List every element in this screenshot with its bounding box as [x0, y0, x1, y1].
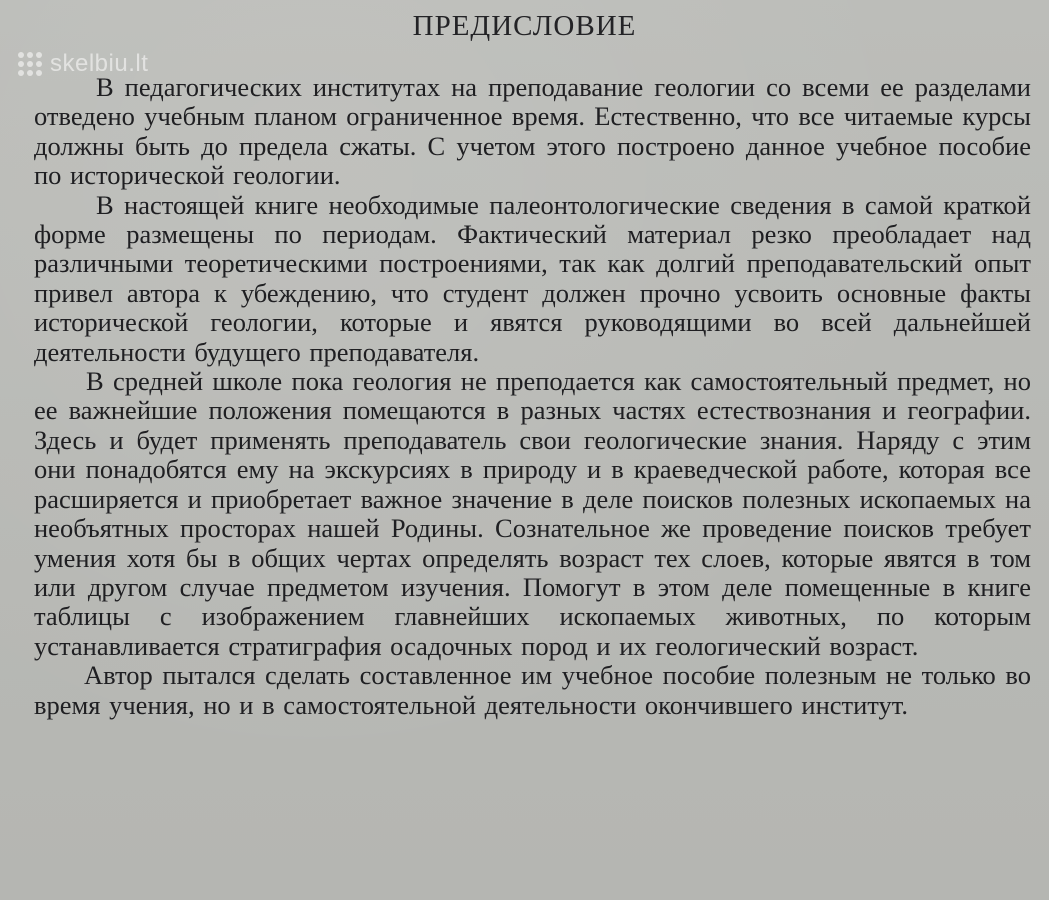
paragraph-4: Автор пытался сделать составленное им учебное пособие полезным не только во время учения, но и в самостоятельной деятельности окончившего институт. — [34, 660, 1031, 720]
preface-body — [34, 73, 1031, 720]
page-title: ПРЕДИСЛОВИЕ — [412, 10, 637, 42]
watermark-text: skelbiu.lt — [50, 50, 149, 77]
paragraph-2: В настоящей книге необходимые палеонтологические сведения в самой краткой форме размещены по периодам. Фактический материал резко преобладает над различными теоретическими построениями, так как долгий преподавательский опыт привел автора к убеждению, что студент должен прочно усвоить основные факты исторической геологии, которые и явятся руководящими во всей дальнейшей деятельности будущего преподавателя. — [34, 189, 1031, 367]
paragraph-3: В средней школе пока геология не преподается как самостоятельный предмет, но ее важнейшие положения помещаются в разных частях естествознания и географии. Здесь и будет применять преподаватель свои геологические знания. Наряду с этим они понадобятся ему на экскурсиях в природу и в краеведческой работе, которая все расширяется и приобретает важное значение в деле поисков полезных ископаемых на необъятных просторах нашей Родины. Сознательное же проведение поисков требует умения хотя бы в общих чертах определять возраст тех слоев, которые явятся в том или другом случае предметом изучения. Помогут в этом деле помещенные в книге таблицы с изображением главнейших ископаемых животных, по которым устанавливается стратиграфия осадочных пород и их геологический возраст. — [34, 366, 1031, 661]
paragraph-1: В педагогических институтах на преподавание геологии со всеми ее разделами отведено учебным планом ограниченное время. Естественно, что все читаемые курсы должны быть до предела сжаты. С учетом этого построено данное учебное пособие по исторической геологии. — [34, 72, 1031, 191]
